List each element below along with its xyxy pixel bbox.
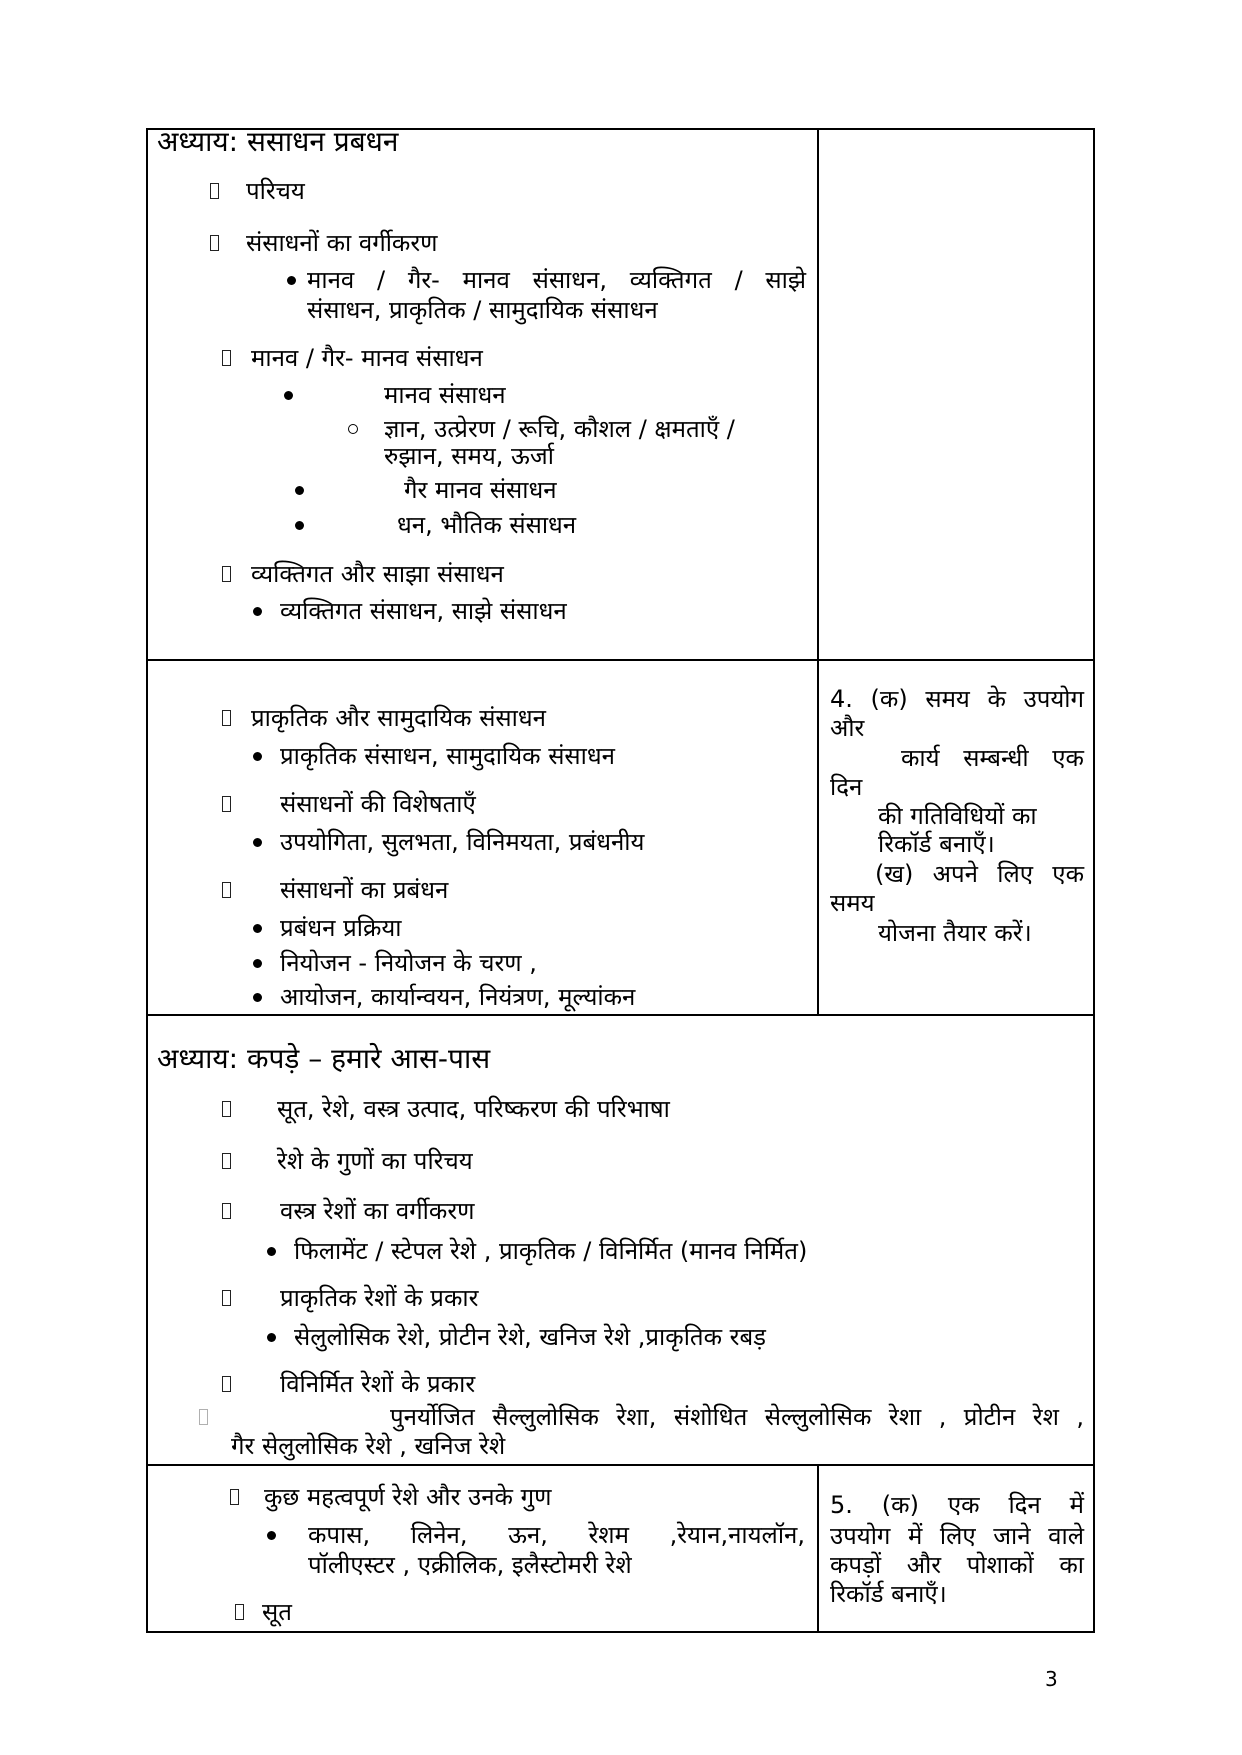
topic-characteristics: संसाधनों की विशेषताएँ xyxy=(280,790,476,818)
table-row-divider xyxy=(146,1014,1095,1016)
page-number: 3 xyxy=(1045,1667,1058,1691)
bullet-icon xyxy=(295,486,304,495)
square-bullet-icon xyxy=(222,710,231,726)
list-item: नियोजन - नियोजन के चरण , xyxy=(280,949,537,977)
square-bullet-icon xyxy=(222,796,231,812)
list-item: आयोजन, कार्यान्वयन, नियंत्रण, मूल्यांकन xyxy=(280,983,636,1011)
hollow-bullet-icon xyxy=(348,424,358,434)
bullet-icon xyxy=(253,993,262,1002)
list-item: प्रबंधन प्रक्रिया xyxy=(280,914,402,942)
bullet-icon xyxy=(253,959,262,968)
bullet-icon xyxy=(267,1333,276,1342)
activity-4-line: समय xyxy=(830,889,875,917)
square-bullet-icon xyxy=(222,1290,231,1306)
list-item-line: पॉलीएस्टर , एक्रीलिक, इलैस्टोमरी रेशे xyxy=(308,1551,632,1579)
topic-natural-community: प्राकृतिक और सामुदायिक संसाधन xyxy=(251,704,546,732)
square-bullet-icon xyxy=(222,566,231,582)
activity-5-line: उपयोग में लिए जाने वाले xyxy=(830,1522,1084,1550)
topic-definitions: सूत, रेशे, वस्त्र उत्पाद, परिष्करण की परिभाषा xyxy=(277,1095,670,1123)
square-bullet-icon xyxy=(222,1101,231,1117)
topic-human-non-human: मानव / गैर- मानव संसाधन xyxy=(251,344,483,372)
list-item: फिलामेंट / स्टेपल रेशे , प्राकृतिक / विनिर्मित (मानव निर्मित) xyxy=(294,1237,808,1265)
activity-4-line: और xyxy=(830,714,865,742)
square-bullet-icon xyxy=(235,1604,244,1620)
activity-4-line: कार्य सम्बन्धी एक xyxy=(901,744,1084,772)
activity-4-line: दिन xyxy=(830,773,863,801)
chapter-title: अध्याय: ससाधन प्रबधन xyxy=(157,125,399,158)
list-item: गैर मानव संसाधन xyxy=(404,476,557,504)
bullet-icon xyxy=(284,391,293,400)
activity-5-line: कपड़ों और पोशाकों का xyxy=(830,1551,1084,1579)
table-row-divider xyxy=(146,659,1095,661)
list-item: सेलुलोसिक रेशे, प्रोटीन रेशे, खनिज रेशे ,प्राकृतिक रबड़ xyxy=(294,1323,767,1351)
bullet-icon xyxy=(253,607,262,616)
list-item-line: पुनर्योजित सैल्लुलोसिक रेशा, संशोधित सेल्लुलोसिक रेशा , प्रोटीन रेश , xyxy=(390,1403,1084,1431)
topic-yarn: सूत xyxy=(262,1598,292,1626)
list-item-line: गैर सेलुलोसिक रेशे , खनिज रेशे xyxy=(231,1432,506,1460)
square-bullet-icon xyxy=(199,1409,208,1425)
activity-5-line: रिकॉर्ड बनाएँ। xyxy=(830,1580,947,1608)
bullet-icon xyxy=(253,924,262,933)
table-column-divider xyxy=(817,128,819,1015)
topic-natural-fibre-types: प्राकृतिक रेशों के प्रकार xyxy=(280,1284,479,1312)
topic-manufactured-fibre-types: विनिर्मित रेशों के प्रकार xyxy=(280,1370,476,1398)
table-column-divider xyxy=(817,1465,819,1633)
sub-list-item-line: रुझान, समय, ऊर्जा xyxy=(384,442,554,470)
activity-4-line: रिकॉर्ड बनाएँ। xyxy=(878,830,995,858)
chapter-title: अध्याय: कपड़े – हमारे आस-पास xyxy=(157,1042,491,1075)
topic-fibre-properties: रेशे के गुणों का परिचय xyxy=(277,1147,473,1175)
square-bullet-icon xyxy=(230,1489,239,1505)
square-bullet-icon xyxy=(222,1203,231,1219)
topic-important-fibres: कुछ महत्वपूर्ण रेशे और उनके गुण xyxy=(264,1483,552,1511)
list-item: प्राकृतिक संसाधन, सामुदायिक संसाधन xyxy=(280,742,615,770)
topic-management: संसाधनों का प्रबंधन xyxy=(280,876,449,904)
bullet-icon xyxy=(287,276,296,285)
square-bullet-icon xyxy=(222,1376,231,1392)
list-item-line: कपास, लिनेन, ऊन, रेशम ,रेयान,नायलॉन, xyxy=(308,1521,805,1549)
bullet-icon xyxy=(295,521,304,530)
bullet-icon xyxy=(253,752,262,761)
activity-4-line: (ख) अपने लिए एक xyxy=(875,860,1084,888)
topic-classification: संसाधनों का वर्गीकरण xyxy=(246,229,438,257)
square-bullet-icon xyxy=(222,350,231,366)
list-item: मानव संसाधन xyxy=(384,381,506,409)
bullet-icon xyxy=(267,1247,276,1256)
activity-4-line: की गतिविधियों का xyxy=(878,802,1037,830)
list-item: धन, भौतिक संसाधन xyxy=(397,511,577,539)
activity-5-line: 5. (क) एक दिन में xyxy=(830,1491,1084,1519)
list-item: व्यक्तिगत संसाधन, साझे संसाधन xyxy=(280,597,567,625)
square-bullet-icon xyxy=(210,183,219,199)
bullet-icon xyxy=(267,1531,276,1540)
topic-fibre-classification: वस्त्र रेशों का वर्गीकरण xyxy=(280,1197,475,1225)
square-bullet-icon xyxy=(210,235,219,251)
list-item-line: मानव / गैर- मानव संसाधन, व्यक्तिगत / साझे xyxy=(307,266,806,294)
square-bullet-icon xyxy=(222,882,231,898)
topic-introduction: परिचय xyxy=(246,177,305,205)
square-bullet-icon xyxy=(222,1153,231,1169)
activity-4-line: योजना तैयार करें। xyxy=(878,919,1032,947)
list-item: उपयोगिता, सुलभता, विनिमयता, प्रबंधनीय xyxy=(280,828,645,856)
topic-individual-shared: व्यक्तिगत और साझा संसाधन xyxy=(251,560,504,588)
bullet-icon xyxy=(253,838,262,847)
table-row-divider xyxy=(146,1464,1095,1466)
list-item-line: संसाधन, प्राकृतिक / सामुदायिक संसाधन xyxy=(307,296,658,324)
activity-4-line: 4. (क) समय के उपयोग xyxy=(830,685,1084,713)
sub-list-item-line: ज्ञान, उत्प्रेरण / रूचि, कौशल / क्षमताएँ / xyxy=(384,415,735,443)
